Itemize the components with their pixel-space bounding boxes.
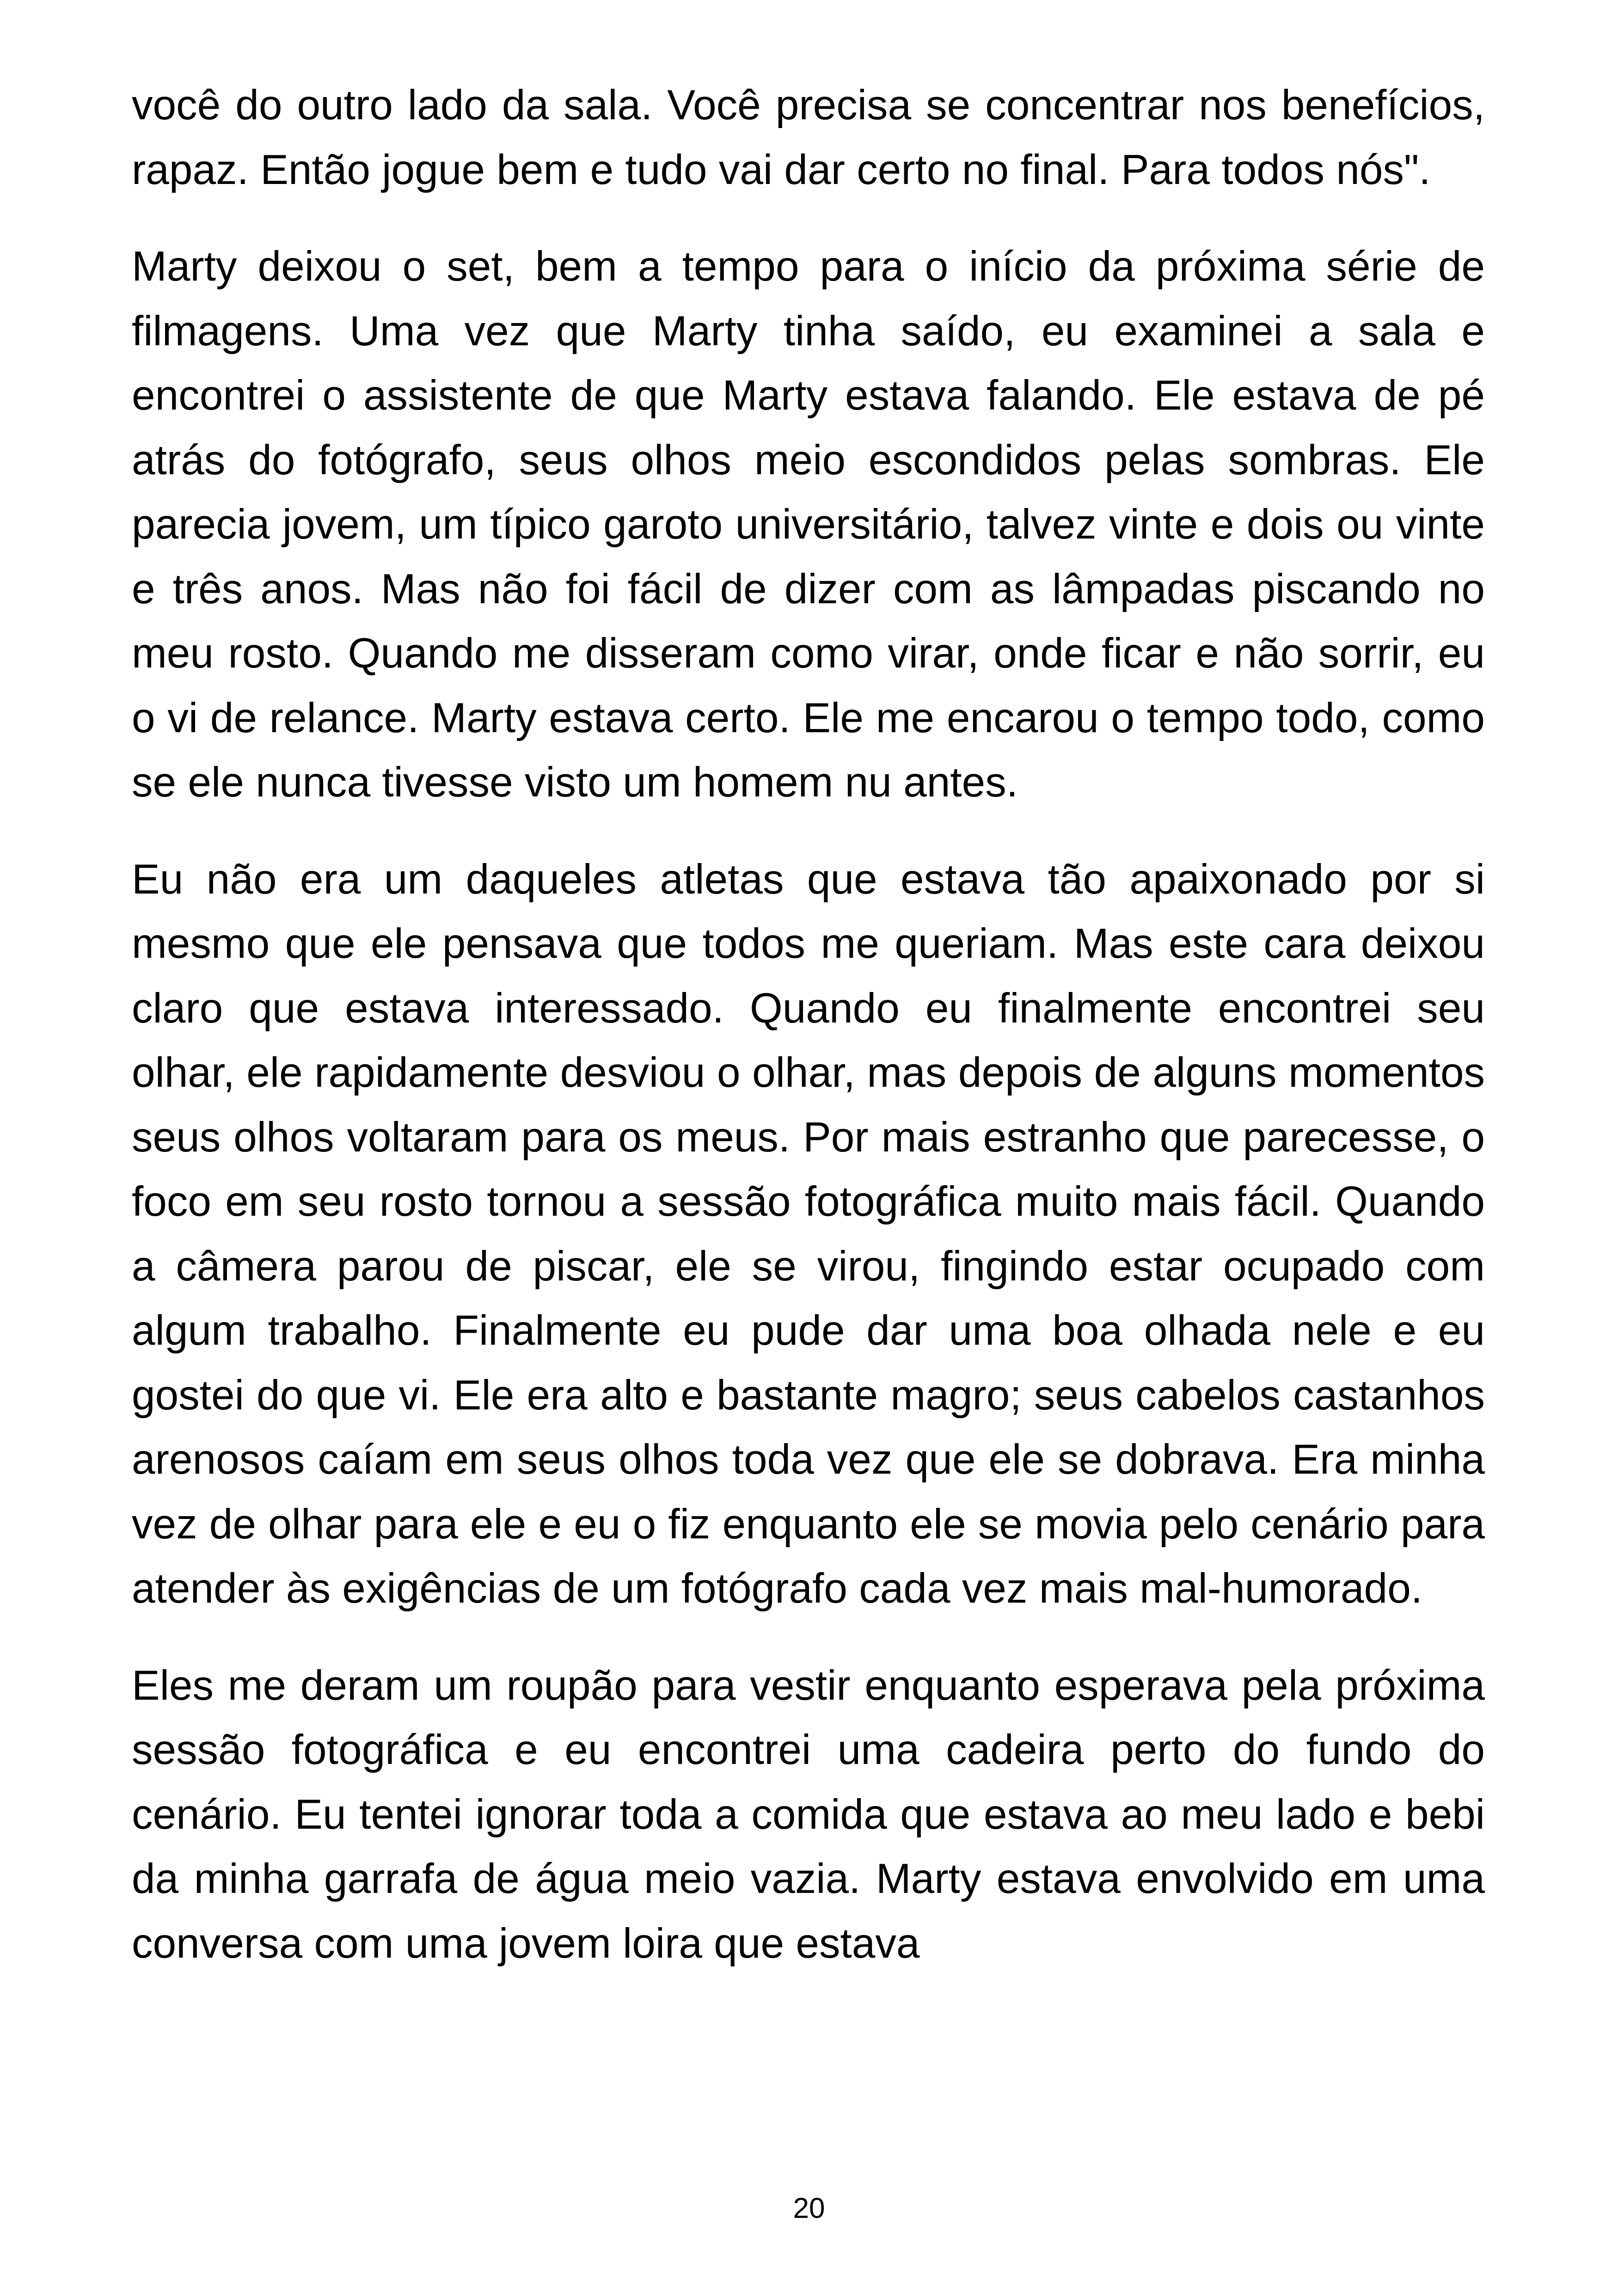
paragraph-2: Marty deixou o set, bem a tempo para o início da próxima série de filmagens. Uma vez que Marty tinha saído, eu examinei a sala e encontrei o assistente de que Marty estava falando. Ele estava de pé atrás do fotógrafo, seus olhos meio escondidos pelas sombras. Ele parecia jovem, um típico garoto universitário, talvez vinte e dois ou vinte e três anos. Mas não foi fácil de dizer com as lâmpadas piscando no meu rosto. Quando me disseram como virar, onde ficar e não sorrir, eu o vi de relance. Marty estava certo. Ele me encarou o tempo todo, como se ele nunca tivesse visto um homem nu antes.	[132, 243, 1485, 806]
paragraph-1: você do outro lado da sala. Você precisa se concentrar nos benefícios, rapaz. Então jogue bem e tudo vai dar certo no final. Para todos nós".	[132, 82, 1485, 193]
page-body	[132, 73, 1485, 1976]
page-number: 20	[793, 2192, 825, 2224]
paragraph-3: Eu não era um daqueles atletas que estava tão apaixonado por si mesmo que ele pensava que todos me queriam. Mas este cara deixou claro que estava interessado. Quando eu finalmente encontrei seu olhar, ele rapidamente desviou o olhar, mas depois de alguns momentos seus olhos voltaram para os meus. Por mais estranho que parecesse, o foco em seu rosto tornou a sessão fotográfica muito mais fácil. Quando a câmera parou de piscar, ele se virou, fingindo estar ocupado com algum trabalho. Finalmente eu pude dar uma boa olhada nele e eu gostei do que vi. Ele era alto e bastante magro; seus cabelos castanhos arenosos caíam em seus olhos toda vez que ele se dobrava. Era minha vez de olhar para ele e eu o fiz enquanto ele se movia pelo cenário para atender às exigências de um fotógrafo cada vez mais mal-humorado.	[132, 856, 1485, 1612]
paragraph-4: Eles me deram um roupão para vestir enquanto esperava pela próxima sessão fotográfica e eu encontrei uma cadeira perto do fundo do cenário. Eu tentei ignorar toda a comida que estava ao meu lado e bebi da minha garrafa de água meio vazia. Marty estava envolvido em uma conversa com uma jovem loira que estava	[132, 1662, 1485, 1967]
